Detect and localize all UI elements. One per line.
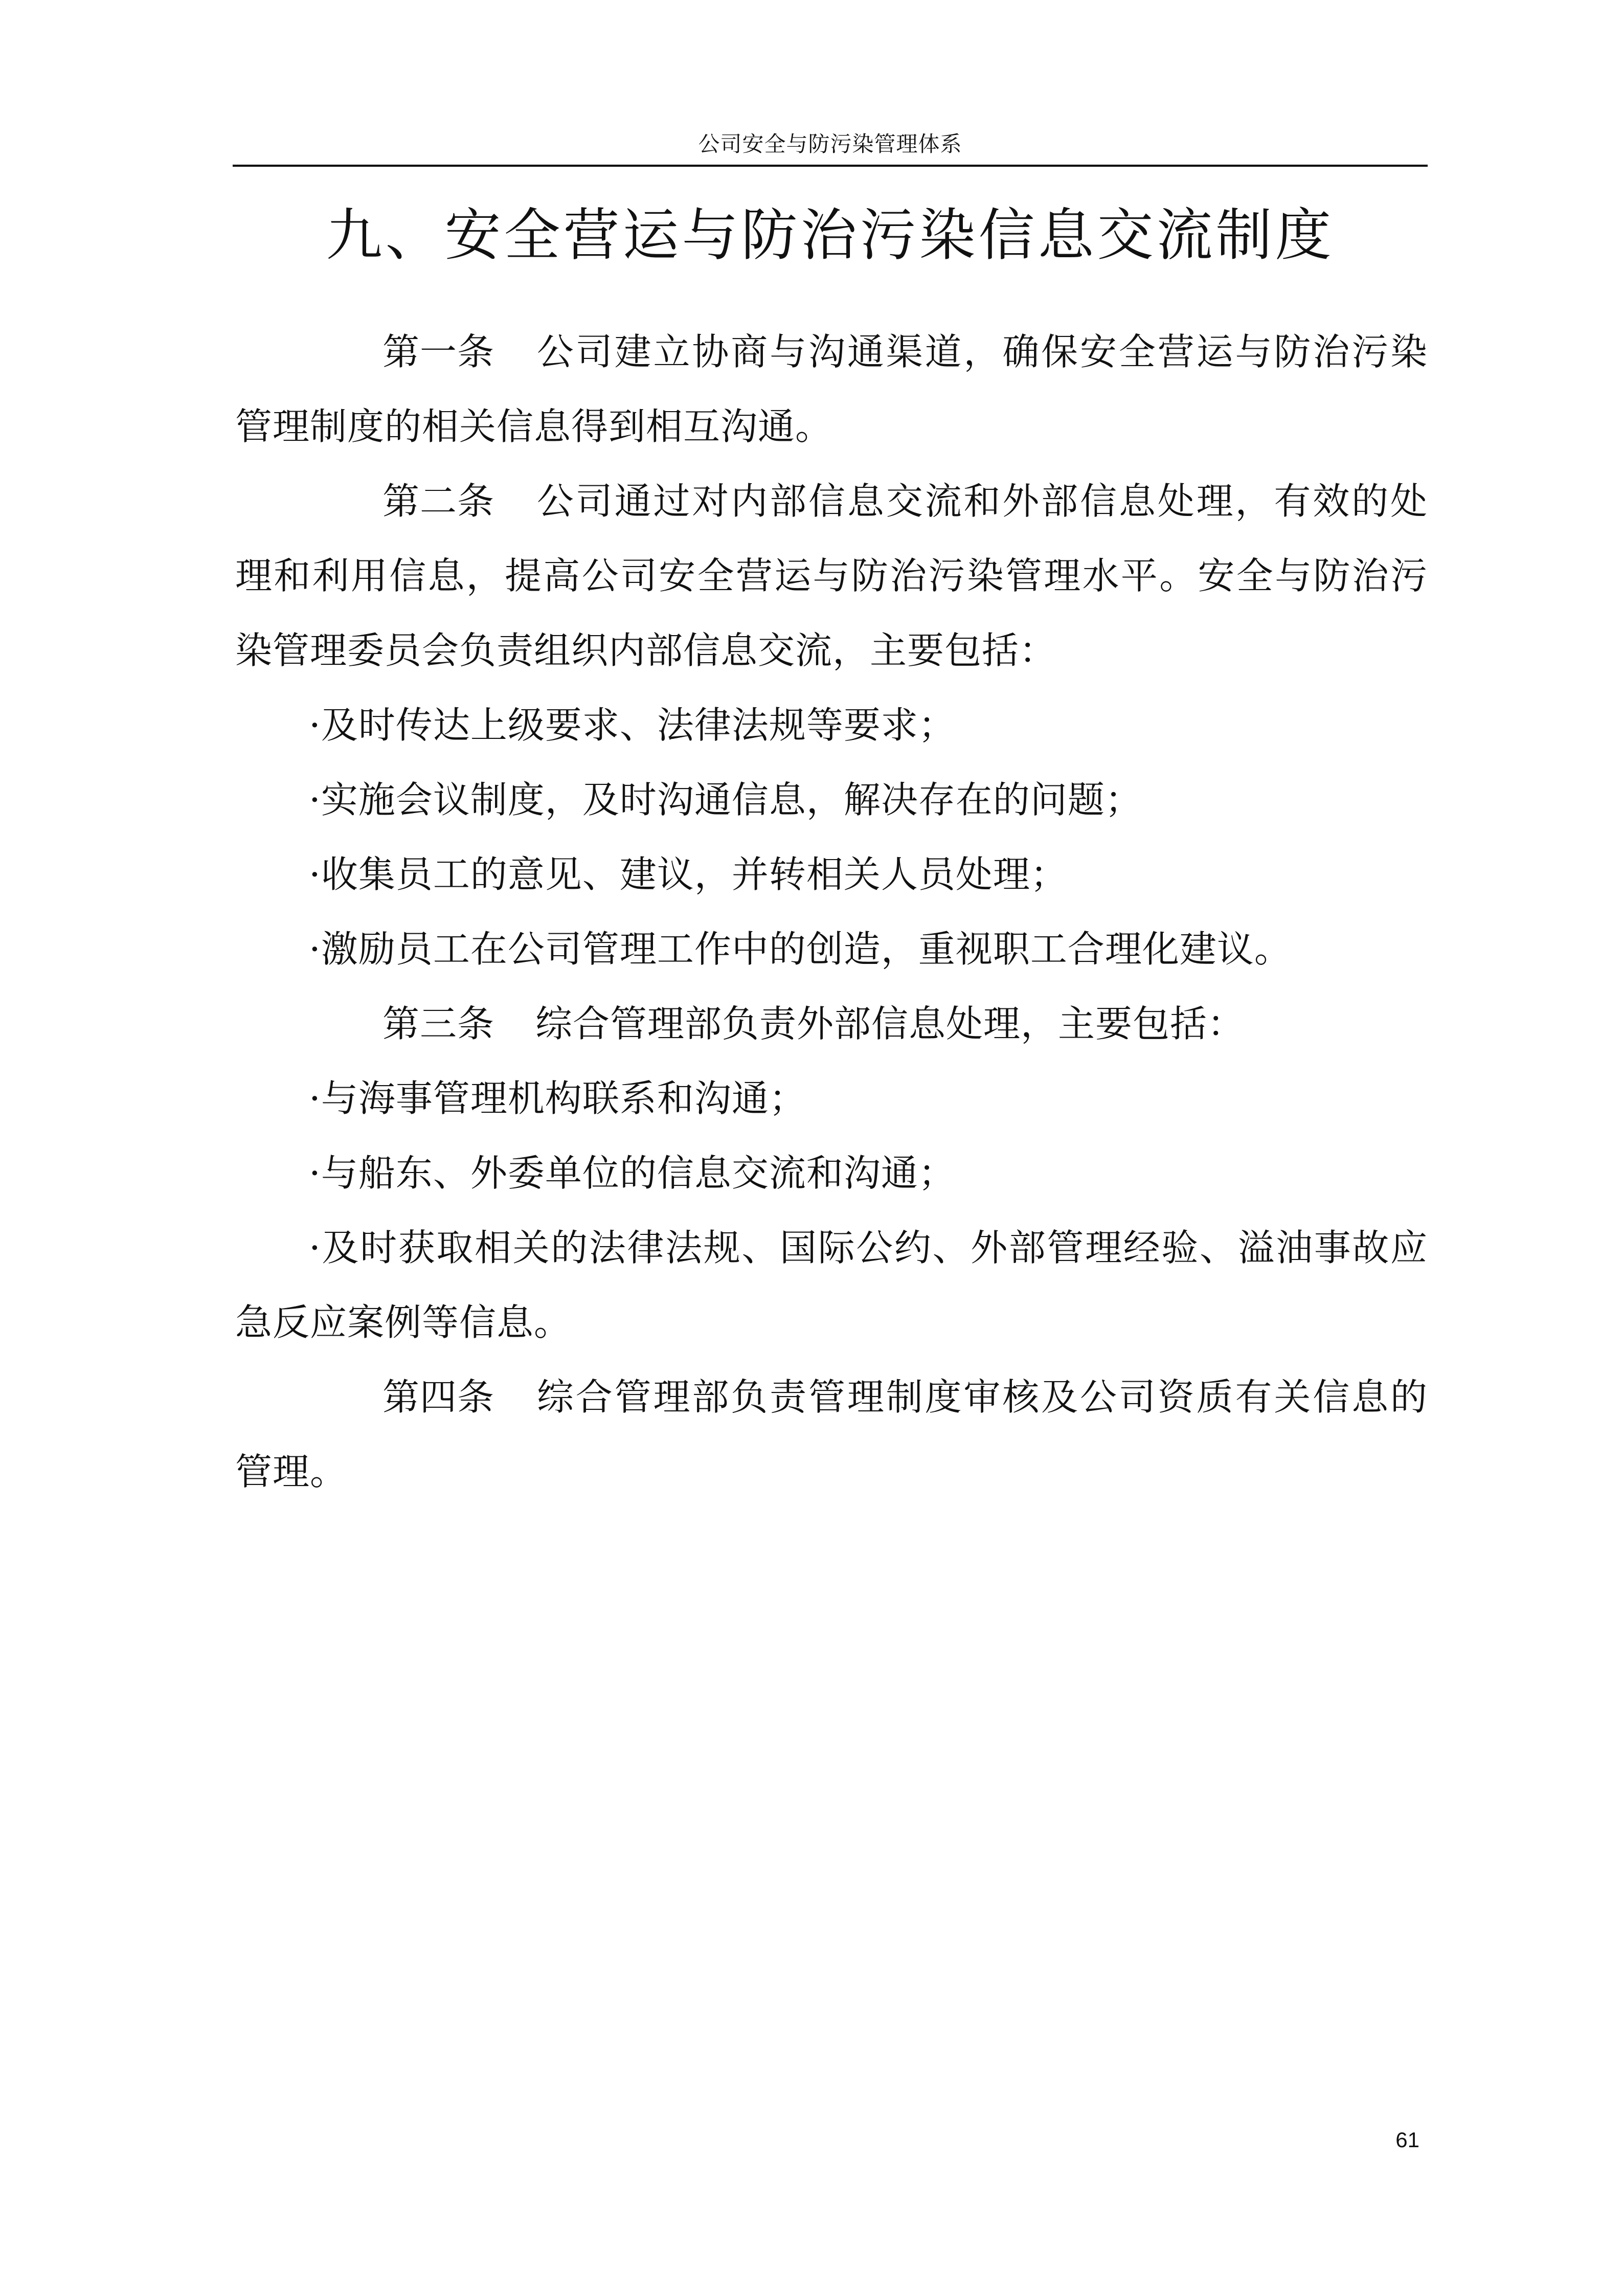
article-3 xyxy=(235,986,1428,1061)
document-title: 九、安全营运与防治污染信息交流制度 xyxy=(326,202,1335,268)
article-4-text: 综合管理部负责管理制度审核及公司资质有关信息的管理。 xyxy=(235,1376,1428,1493)
article-1 xyxy=(235,314,1428,464)
document-body xyxy=(235,314,1428,1509)
page-header xyxy=(233,129,1428,167)
article-3-label: 第三条 xyxy=(382,1002,495,1045)
article-2-item: ·及时传达上级要求、法律法规等要求； xyxy=(309,704,956,747)
article-2 xyxy=(235,464,1428,688)
article-1-label: 第一条 xyxy=(382,330,495,373)
article-2-item: ·收集员工的意见、建议，并转相关人员处理； xyxy=(309,853,1068,896)
running-header-text: 公司安全与防污染管理体系 xyxy=(698,131,962,156)
article-2-item: ·激励员工在公司管理工作中的创造，重视职工合理化建议。 xyxy=(309,928,1292,971)
article-3-text: 综合管理部负责外部信息处理，主要包括： xyxy=(535,1002,1245,1045)
article-4-label: 第四条 xyxy=(382,1376,495,1419)
article-3-item: ·及时获取相关的法律法规、国际公约、外部管理经验、溢油事故应急反应案例等信息。 xyxy=(235,1226,1428,1344)
article-2-text: 公司通过对内部信息交流和外部信息处理，有效的处理和利用信息，提高公司安全营运与防治污染管理水平。安全与防治污染管理委员会负责组织内部信息交流，主要包括： xyxy=(235,480,1428,672)
article-3-item: ·与船东、外委单位的信息交流和沟通； xyxy=(309,1152,956,1195)
page-number: 61 xyxy=(1395,2128,1419,2152)
article-2-item: ·实施会议制度，及时沟通信息，解决存在的问题； xyxy=(309,778,1142,821)
article-4 xyxy=(235,1360,1428,1509)
article-2-label: 第二条 xyxy=(382,480,495,523)
article-1-text: 公司建立协商与沟通渠道，确保安全营运与防治污染管理制度的相关信息得到相互沟通。 xyxy=(235,330,1428,448)
article-3-item: ·与海事管理机构联系和沟通； xyxy=(309,1077,806,1120)
